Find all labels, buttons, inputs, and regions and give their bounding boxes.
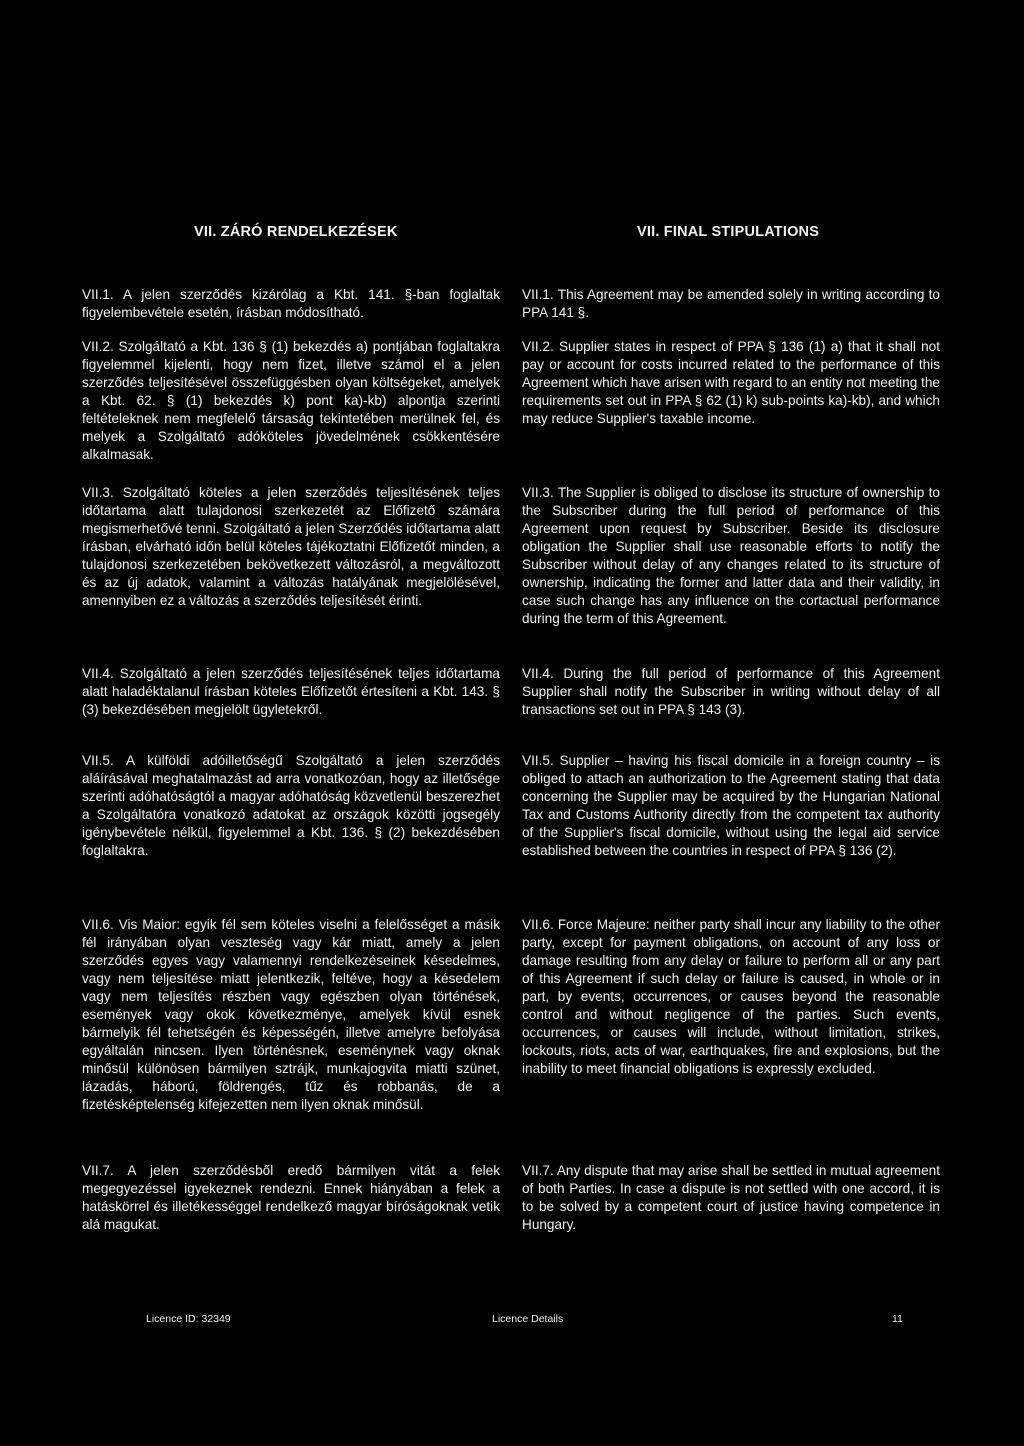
clause-number: VII.7. <box>522 1163 554 1178</box>
clause-text: A jelen szerződés kizárólag a Kbt. 141. §-ban foglaltak figyelembevétele esetén, írásban módosítható. <box>82 287 500 320</box>
footer-page-number: 11 <box>892 1313 903 1325</box>
clause-text: Any dispute that may arise shall be settled in mutual agreement of both Parties. In case a dispute is not settled with one accord, it is to be solved by a competent court of justice having competence in Hungary. <box>522 1163 940 1232</box>
heading-english: VII. FINAL STIPULATIONS <box>637 224 820 240</box>
clause-en-3 <box>522 484 940 628</box>
clause-text: A külföldi adóilletőségű Szolgáltató a jelen szerződés aláírásával meghatalmazást ad arra vonatkozóan, hogy az illetősége szerinti adóhatóságtól a magyar adóhatóság közvetlenül beszerezhet a Szolgáltatóra vonatkozó adatokat az országok közötti jogsegély igénybevétele nélkül, figyelemmel a Kbt. 136. § (2) bekezdésében foglaltakra. <box>82 753 500 858</box>
clause-text: Szolgáltató a Kbt. 136 § (1) bekezdés a) pontjában foglaltakra figyelemmel kijelenti, hogy nem fizet, illetve számol el a jelen szerződés teljesítésével összefüggésben olyan költségeket, amelyek a Kbt. 62. § (1) bekezdés k) pont ka)-kb) alpontja szerinti feltételeknek nem megfelelő társaság tekintetében merülnek fel, és melyek a Szolgáltató adóköteles jövedelmének csökkentésére alkalmasak. <box>82 339 501 462</box>
clause-hu-3 <box>82 484 500 610</box>
footer-licence-details: Licence Details <box>492 1313 564 1325</box>
clause-text: Szolgáltató a jelen szerződés teljesítésének teljes időtartama alatt haladéktalanul írásban köteles Előfizetőt értesíteni a Kbt. 143. § (3) bekezdésében megjelölt ügyletekről. <box>82 666 500 717</box>
clause-number: VII.1. <box>522 287 554 302</box>
clause-number: VII.6. <box>522 917 554 932</box>
clause-text: A jelen szerződésből eredő bármilyen vitát a felek megegyezéssel igyekeznek rendezni. Ennek hiányában a felek a hatáskörrel és illetékességgel rendelkező magyar bíróságoknak vetik alá magukat. <box>82 1163 500 1232</box>
clause-hu-2 <box>82 338 500 464</box>
clause-text: Vis Maior: egyik fél sem köteles viselni a felelősséget a másik fél irányában olyan veszteség vagy kár miatt, amely a jelen szerződés egyes vagy valamennyi rendelkezéseinek késedelmes, vagy nem teljesítése miatt jelentkezik, feltéve, hogy a késedelem vagy nem teljesítés részben vagy egészben olyan történések, események vagy okok következménye, amelyek kívül esnek bármelyik fél tehetségén és képességén, illetve amelyre befolyása egyáltalán nincsen. Ilyen történésnek, eseménynek vagy oknak minősül különösen bármilyen sztrájk, munkajogvita miatti szünet, lázadás, háború, földrengés, tűz és robbanás, de a fizetésképtelenség kifejezetten nem ilyen oknak minősül. <box>82 917 500 1112</box>
clause-text: The Supplier is obliged to disclose its structure of ownership to the Subscriber during the full period of performance of this Agreement upon request by Subscriber. Beside its disclosure obligation the Supplier shall use reasonable efforts to notify the Subscriber without delay of any changes related to its structure of ownership, indicating the former and latter data and their validity, in case such change has any influence on the cortactual performance during the term of this Agreement. <box>522 485 940 626</box>
clause-number: VII.7. <box>82 1163 114 1178</box>
clause-text: Supplier – having his fiscal domicile in a foreign country – is obliged to attach an authorization to the Agreement stating that data concerning the Supplier may be acquired by the Hungarian National Tax and Customs Authority directly from the competent tax authority of the Supplier's fiscal domicile, without using the legal aid service established between the countries in respect of PPA § 136 (2). <box>522 753 940 858</box>
clause-en-7 <box>522 1162 940 1234</box>
clause-en-5 <box>522 752 940 860</box>
clause-text: Szolgáltató köteles a jelen szerződés teljesítésének teljes időtartama alatt tulajdonosi szerkezetét az Előfizető számára megismerhetővé tenni. Szolgáltató a jelen Szerződés időtartama alatt írásban, elvárható időn belül köteles tájékoztatni Előfizetőt minden, a tulajdonosi szerkezetében bekövetkezett változásról, a megváltozott és az új adatok, valamint a változás hatályának megjelölésével, amennyiben ez a változás a szerződés teljesítését érinti. <box>82 485 500 608</box>
clause-text: Force Majeure: neither party shall incur any liability to the other party, except for payment obligations, on account of any loss or damage resulting from any delay or failure to perform all or any part of this Agreement if such delay or failure is caused, in whole or in part, by events, occurrences, or causes beyond the reasonable control and without negligence of the parties. Such events, occurrences, or causes will include, without limitation, strikes, lockouts, riots, acts of war, earthquakes, fire and explosions, but the inability to meet financial obligations is expressly excluded. <box>522 917 940 1076</box>
clause-en-4 <box>522 665 940 719</box>
heading-hungarian: VII. ZÁRÓ RENDELKEZÉSEK <box>194 224 398 240</box>
clause-hu-4 <box>82 665 500 719</box>
clause-number: VII.4. <box>82 666 114 681</box>
clause-text: This Agreement may be amended solely in writing according to PPA 141 §. <box>522 287 940 320</box>
clause-en-6 <box>522 916 940 1078</box>
clause-number: VII.1. <box>82 287 114 302</box>
clause-number: VII.5. <box>82 753 114 768</box>
clause-hu-6 <box>82 916 500 1114</box>
clause-number: VII.4. <box>522 666 554 681</box>
clause-text: Supplier states in respect of PPA § 136 (1) a) that it shall not pay or account for costs incurred related to the performance of this Agreement which have arisen with regard to an entity not meeting the requirements set out in PPA § 62 (1) k) sub-points ka)-kb), and which may reduce Supplier's taxable income. <box>522 339 940 426</box>
clause-en-2 <box>522 338 940 428</box>
clause-number: VII.2. <box>82 339 114 354</box>
clause-hu-5 <box>82 752 500 860</box>
clause-number: VII.3. <box>82 485 114 500</box>
clause-hu-1 <box>82 286 500 322</box>
clause-number: VII.6. <box>82 917 114 932</box>
clause-number: VII.5. <box>522 753 554 768</box>
clause-number: VII.2. <box>522 339 554 354</box>
clause-hu-7 <box>82 1162 500 1234</box>
clause-number: VII.3. <box>522 485 554 500</box>
clause-en-1 <box>522 286 940 322</box>
footer-licence-id: Licence ID: 32349 <box>146 1313 231 1325</box>
clause-text: During the full period of performance of this Agreement Supplier shall notify the Subscriber in writing without delay of all transactions set out in PPA § 143 (3). <box>522 666 940 717</box>
